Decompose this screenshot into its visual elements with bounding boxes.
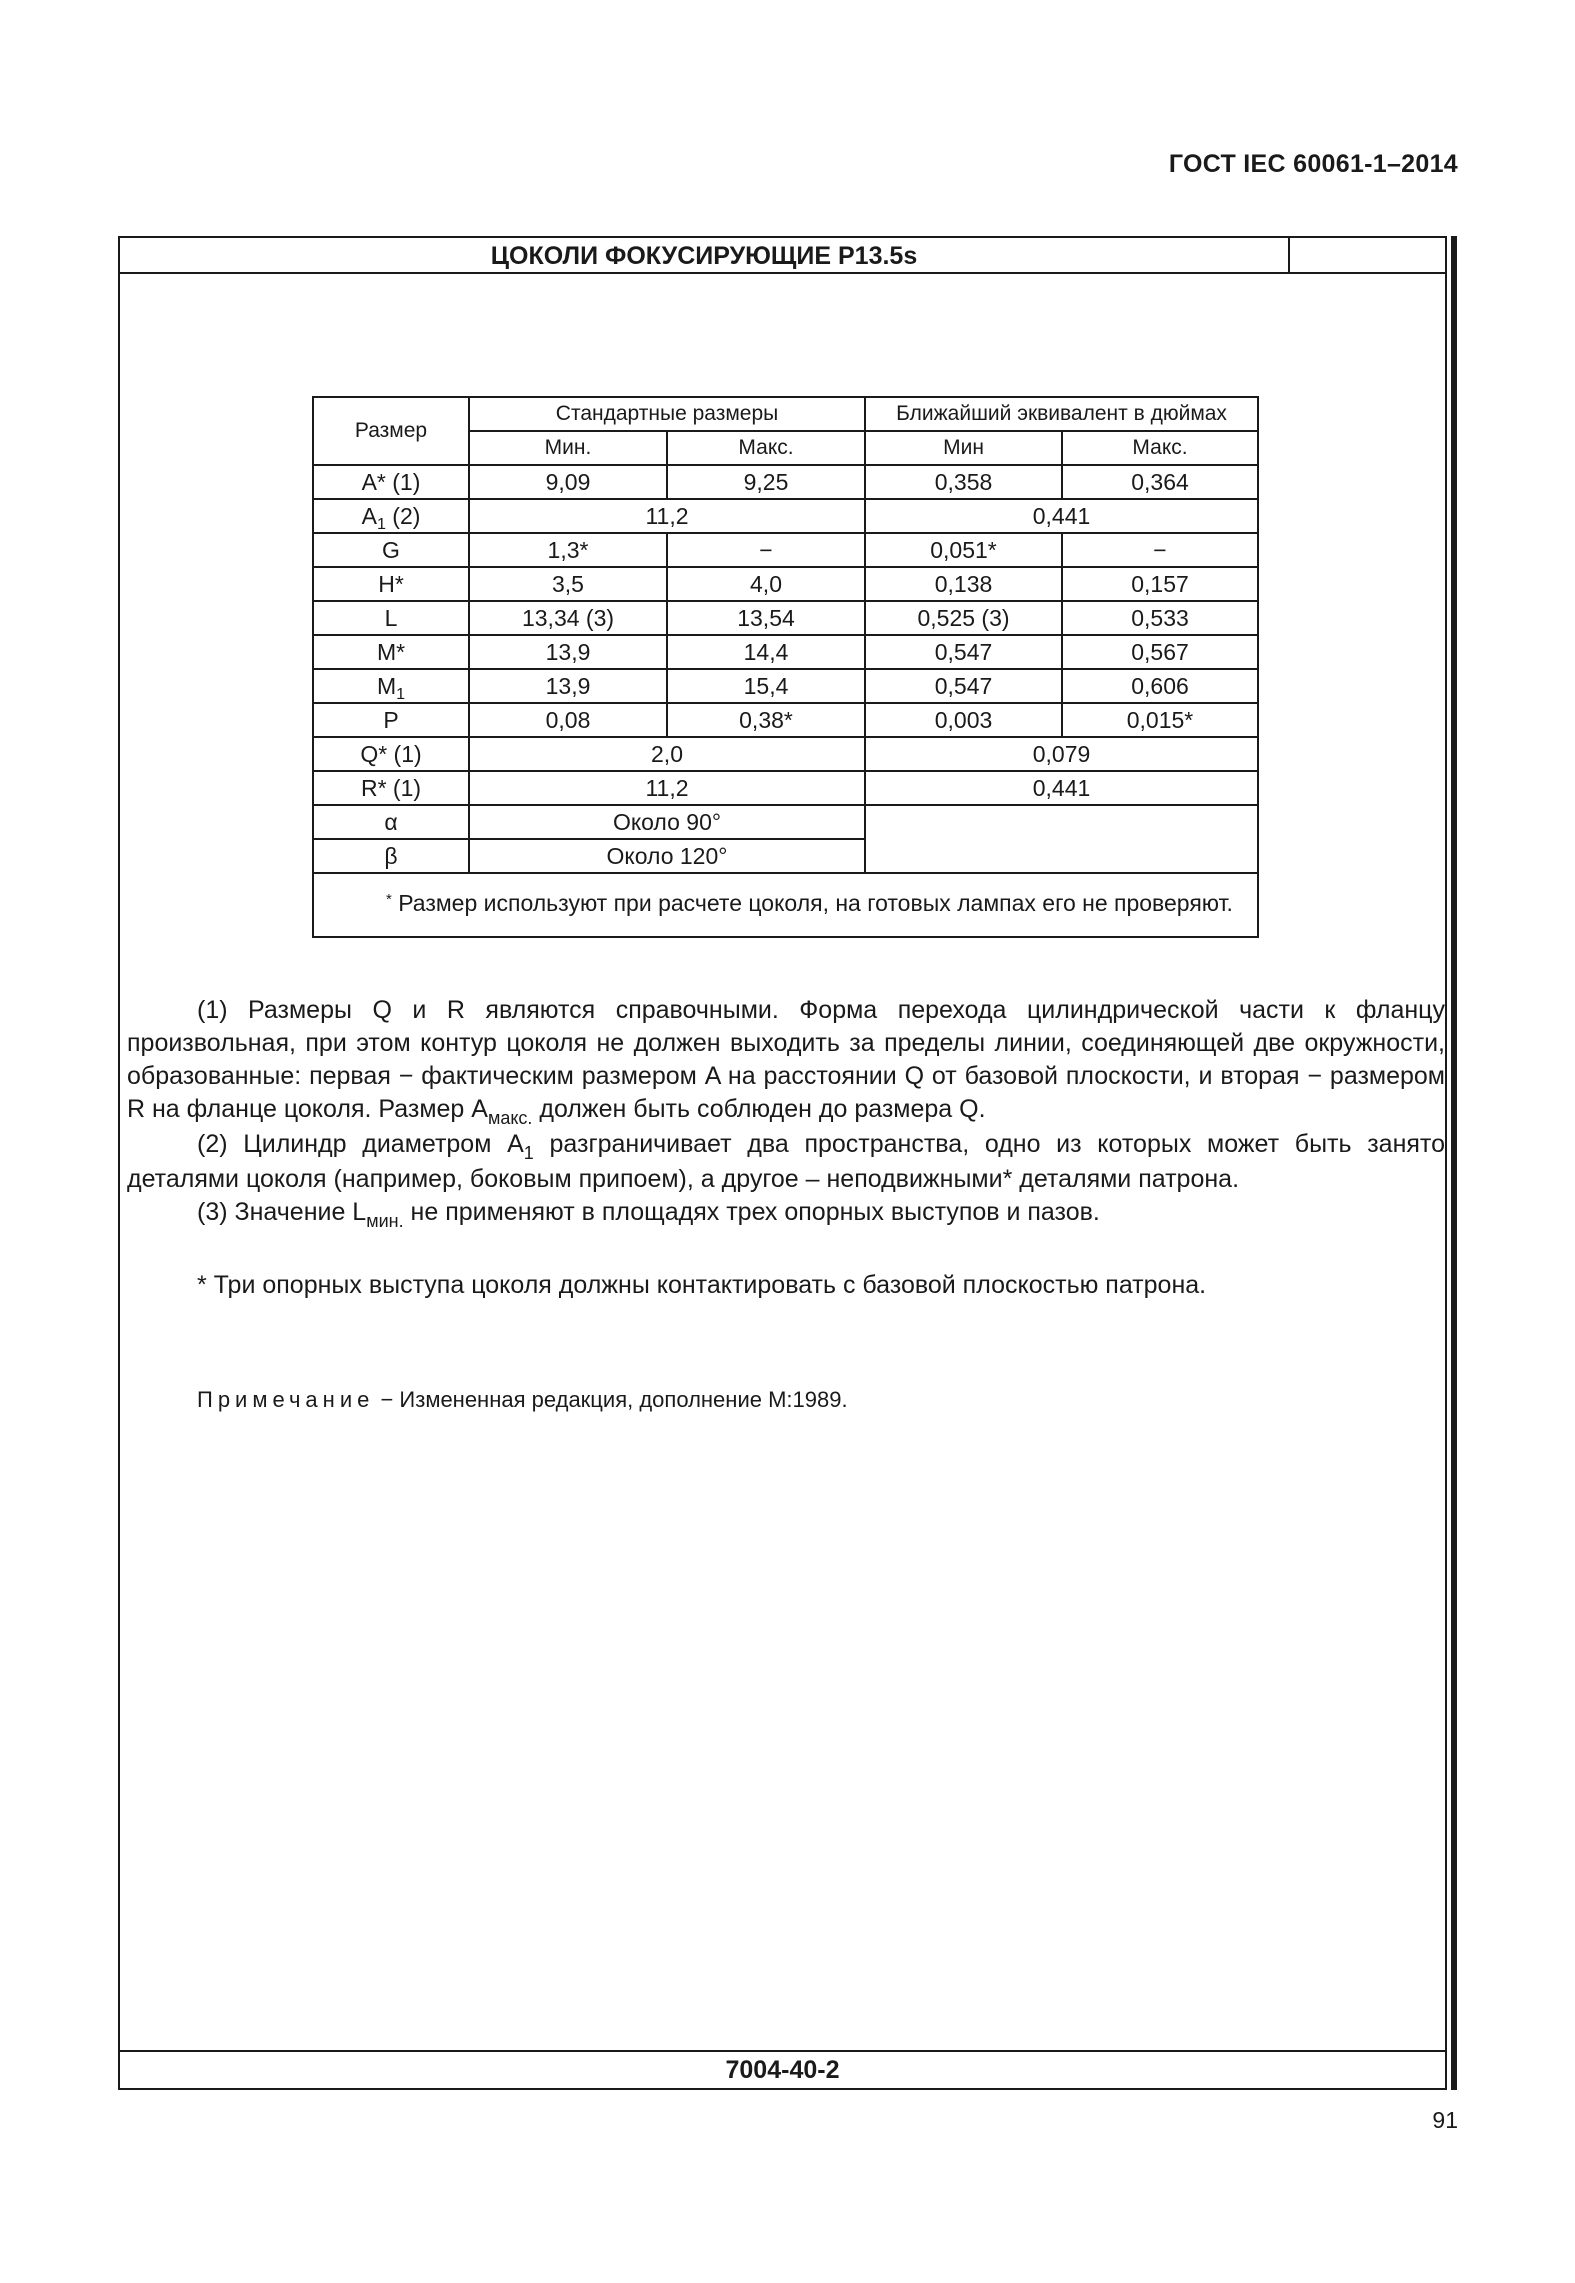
- row-label: L: [313, 601, 469, 635]
- row-label: [313, 499, 469, 533]
- document-code: ГОСТ IEC 60061-1–2014: [1168, 150, 1458, 178]
- cell-inch-max: 0,533: [1062, 601, 1258, 635]
- note-1-text: (1) Размеры Q и R являются справочными. Форма перехода цилиндрической части к фланцу произвольная, при этом контур цоколя не должен выходить за пределы линии, соединяющей две окружности, образованные: первая − фактическим размером A на расстоянии Q от базовой плоскости, и вторая − размером R на фланце цоколя. Размер A: [127, 996, 1445, 1123]
- cell-inch-max: −: [1062, 533, 1258, 567]
- note-3-subscript: мин.: [366, 1211, 404, 1232]
- note-2-text: (2) Цилиндр диаметром A: [197, 1130, 524, 1158]
- cell-inch-min: 0,547: [865, 669, 1062, 703]
- header-size: Размер: [313, 397, 469, 465]
- row-label: R* (1): [313, 771, 469, 805]
- cell-inch-max: 0,157: [1062, 567, 1258, 601]
- cell-std-max: 9,25: [667, 465, 865, 499]
- cell-std-max: 4,0: [667, 567, 865, 601]
- cell-inch-max: 0,364: [1062, 465, 1258, 499]
- note-3-text-end: не применяют в площадях трех опорных выступов и пазов.: [403, 1198, 1100, 1226]
- cell-std-min: 0,08: [469, 703, 667, 737]
- cell-std-max: 15,4: [667, 669, 865, 703]
- cell-std-min: 13,34 (3): [469, 601, 667, 635]
- header-inch-max: Макс.: [1062, 431, 1258, 465]
- header-standard: Стандартные размеры: [469, 397, 865, 431]
- cell-std-min: 13,9: [469, 635, 667, 669]
- cell-inch-max: 0,606: [1062, 669, 1258, 703]
- cell-inch: 0,441: [865, 499, 1258, 533]
- title-empty-cell: [1288, 238, 1445, 272]
- row-label: H*: [313, 567, 469, 601]
- cell-std: Около 90°: [469, 805, 865, 839]
- sheet-number: 7004-40-2: [120, 2050, 1445, 2088]
- primechanie-label: Примечание: [197, 1387, 375, 1412]
- cell-inch-max: 0,567: [1062, 635, 1258, 669]
- sheet-title-row: [120, 238, 1445, 274]
- row-label: P: [313, 703, 469, 737]
- primechanie: [197, 1385, 848, 1415]
- header-std-max: Макс.: [667, 431, 865, 465]
- table-note-row: [313, 873, 1258, 937]
- table-header-row: [313, 397, 1258, 431]
- label-subscript: 1: [376, 515, 386, 534]
- row-label: [313, 669, 469, 703]
- table-row: [313, 805, 1258, 839]
- table-row: [313, 703, 1258, 737]
- cell-std-min: 1,3*: [469, 533, 667, 567]
- note-3-text: (3) Значение L: [197, 1198, 367, 1226]
- primechanie-text: − Измененная редакция, дополнение М:1989.: [374, 1387, 848, 1412]
- notes-block: [127, 994, 1445, 1231]
- cell-std: 11,2: [469, 499, 865, 533]
- cell-inch-min: 0,051*: [865, 533, 1062, 567]
- cell-inch-min: 0,358: [865, 465, 1062, 499]
- table-row: [313, 669, 1258, 703]
- label-subscript: 1: [396, 685, 406, 704]
- row-label: G: [313, 533, 469, 567]
- row-label: Q* (1): [313, 737, 469, 771]
- cell-inch-min: 0,547: [865, 635, 1062, 669]
- note-text: Размер используют при расчете цоколя, на готовых лампах его не проверяют.: [391, 890, 1233, 916]
- note-1: [127, 994, 1445, 1128]
- cell-std-max: 13,54: [667, 601, 865, 635]
- cell-inch-min: 0,138: [865, 567, 1062, 601]
- footnote: * Три опорных выступа цоколя должны контактировать с базовой плоскостью патрона.: [197, 1271, 1207, 1299]
- row-label: β: [313, 839, 469, 873]
- table-row: [313, 533, 1258, 567]
- row-label: M*: [313, 635, 469, 669]
- table-row: [313, 771, 1258, 805]
- cell-inch-min: 0,525 (3): [865, 601, 1062, 635]
- header-inch: Ближайший эквивалент в дюймах: [865, 397, 1258, 431]
- sheet-title: ЦОКОЛИ ФОКУСИРУЮЩИЕ P13.5s: [490, 242, 918, 270]
- note-2-text-end: разграничивает два пространства, одно из которых может быть занято деталями цоколя (например, боковым припоем), а другое – неподвижными* деталями патрона.: [127, 1130, 1445, 1193]
- label-main: M: [376, 672, 397, 699]
- frame-right-bar: [1451, 236, 1457, 2090]
- cell-std-max: 0,38*: [667, 703, 865, 737]
- note-2-subscript: 1: [523, 1143, 534, 1164]
- page-number: 91: [1432, 2107, 1458, 2133]
- note-3: [127, 1196, 1445, 1231]
- table-row: [313, 737, 1258, 771]
- note-1-subscript: макс.: [487, 1108, 533, 1129]
- cell-std-min: 3,5: [469, 567, 667, 601]
- header-inch-min: Мин: [865, 431, 1062, 465]
- table-row: [313, 465, 1258, 499]
- label-rest: (2): [385, 502, 421, 529]
- cell-std: 11,2: [469, 771, 865, 805]
- note-mark: *: [386, 890, 392, 908]
- row-label: α: [313, 805, 469, 839]
- cell-inch-max: 0,015*: [1062, 703, 1258, 737]
- dimensions-table: [312, 396, 1259, 938]
- cell-std-min: 9,09: [469, 465, 667, 499]
- cell-inch-empty: [865, 805, 1258, 873]
- label-main: A: [361, 502, 377, 529]
- cell-inch-min: 0,003: [865, 703, 1062, 737]
- table-row: [313, 499, 1258, 533]
- cell-std-max: −: [667, 533, 865, 567]
- table-row: [313, 601, 1258, 635]
- table-note: [313, 873, 1258, 937]
- cell-std: Около 120°: [469, 839, 865, 873]
- cell-std-max: 14,4: [667, 635, 865, 669]
- note-2: [127, 1128, 1445, 1196]
- header-std-min: Мин.: [469, 431, 667, 465]
- table-row: [313, 567, 1258, 601]
- row-label: A* (1): [313, 465, 469, 499]
- cell-std: 2,0: [469, 737, 865, 771]
- table-row: [313, 635, 1258, 669]
- cell-std-min: 13,9: [469, 669, 667, 703]
- cell-inch: 0,079: [865, 737, 1258, 771]
- cell-inch: 0,441: [865, 771, 1258, 805]
- note-1-text-end: должен быть соблюден до размера Q.: [532, 1095, 986, 1123]
